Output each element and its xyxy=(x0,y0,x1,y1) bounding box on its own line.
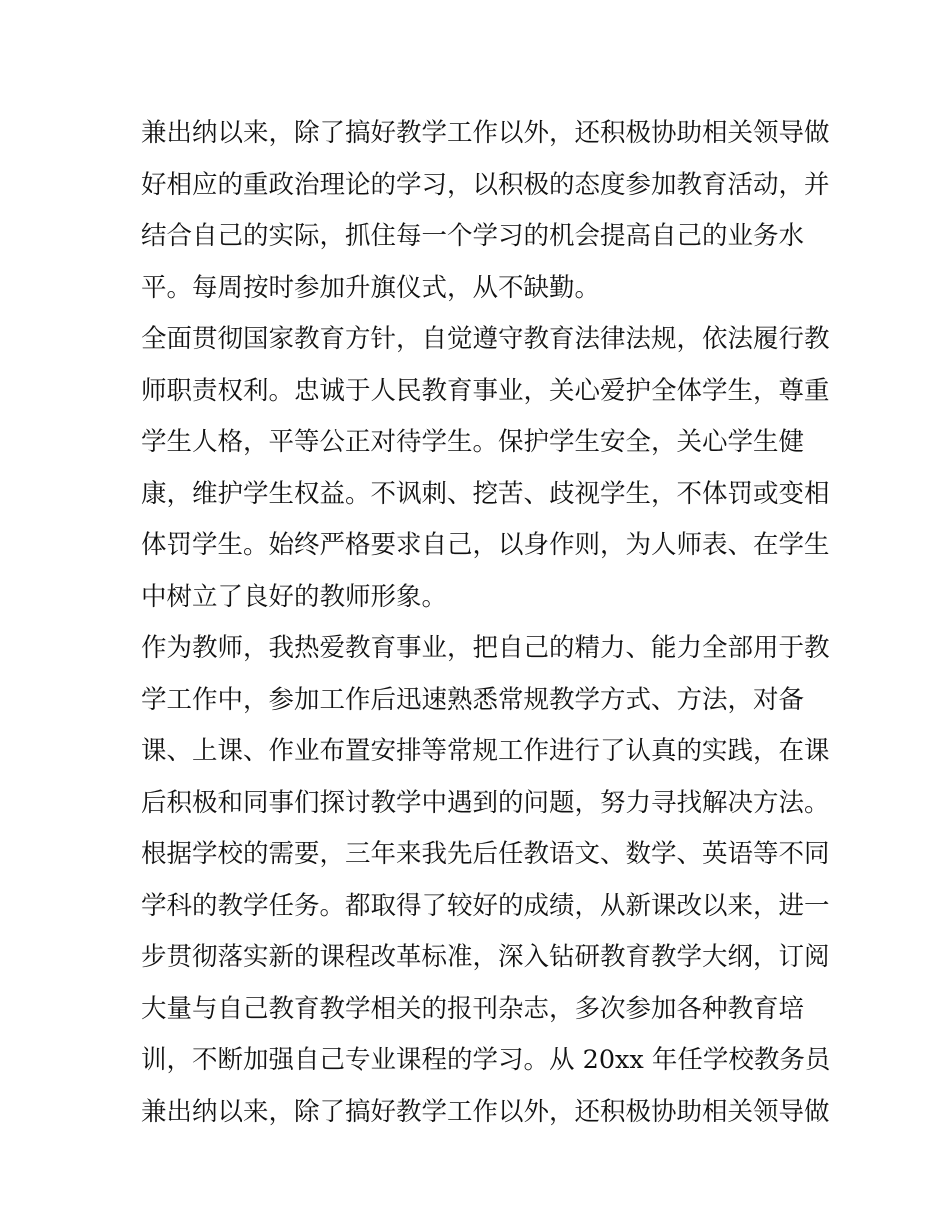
text-line: 课、上课、作业布置安排等常规工作进行了认真的实践，在课 xyxy=(141,736,830,766)
text-line: 学工作中，参加工作后迅速熟悉常规教学方式、方法，对备 xyxy=(141,684,805,715)
text-line: 体罚学生。始终严格要求自己，以身作则，为人师表、在学生 xyxy=(141,530,830,560)
text-line: 师职责权利。忠诚于人民教育事业，关心爱护全体学生，尊重 xyxy=(141,375,830,406)
text-line: 后积极和同事们探讨教学中遇到的问题，努力寻找解决方法。 xyxy=(141,787,830,818)
text-line: 兼出纳以来，除了搞好教学工作以外，还积极协助相关领导做 xyxy=(141,1096,830,1127)
text-line: 训，不断加强自己专业课程的学习。从 20xx 年任学校教务员 xyxy=(141,1045,831,1075)
text-line: 作为教师，我热爱教育事业，把自己的精力、能力全部用于教 xyxy=(141,633,830,663)
text-line: 康，维护学生权益。不讽刺、挖苦、歧视学生，不体罚或变相 xyxy=(141,478,830,509)
text-line: 好相应的重政治理论的学习，以积极的态度参加教育活动，并 xyxy=(141,169,830,200)
text-line: 大量与自己教育教学相关的报刊杂志，多次参加各种教育培 xyxy=(141,993,805,1024)
text-line: 步贯彻落实新的课程改革标准，深入钻研教育教学大纲，订阅 xyxy=(141,942,830,972)
text-line: 兼出纳以来，除了搞好教学工作以外，还积极协助相关领导做 xyxy=(141,118,830,148)
text-line: 结合自己的实际，抓住每一个学习的机会提高自己的业务水 xyxy=(141,221,805,251)
text-line: 学生人格，平等公正对待学生。保护学生安全，关心学生健 xyxy=(141,427,805,457)
text-line: 全面贯彻国家教育方针，自觉遵守教育法律法规，依法履行教 xyxy=(141,324,830,354)
body-text xyxy=(141,108,831,1138)
text-line: 根据学校的需要，三年来我先后任教语文、数学、英语等不同 xyxy=(141,839,830,869)
text-line: 平。每周按时参加升旗仪式，从不缺勤。 xyxy=(141,272,601,303)
text-line: 中树立了良好的教师形象。 xyxy=(141,581,448,612)
text-line: 学科的教学任务。都取得了较好的成绩，从新课改以来，进一 xyxy=(141,890,830,921)
